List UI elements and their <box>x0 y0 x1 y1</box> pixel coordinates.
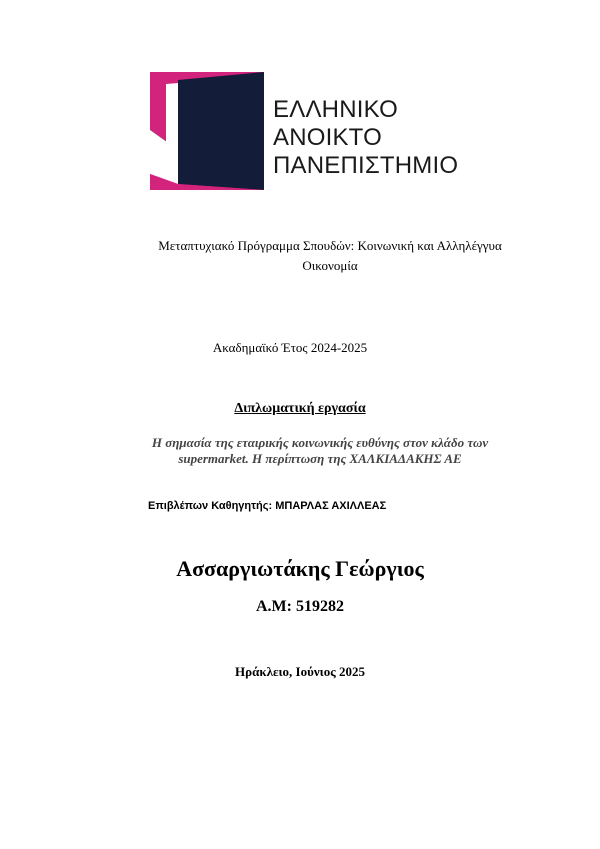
program-line-1: Μεταπτυχιακό Πρόγραμμα Σπουδών: Κοινωνική και Αλληλέγγυα <box>158 238 502 253</box>
thesis-title-line-1: Η σημασία της εταιρικής κοινωνικής ευθύνης στον κλάδο των <box>151 435 489 450</box>
student-id: Α.Μ: 519282 <box>256 598 344 615</box>
program-line-2: Οικονομία <box>302 258 358 273</box>
supervisor <box>148 500 386 512</box>
thesis-title <box>100 435 540 467</box>
program-name <box>60 236 600 276</box>
university-logo <box>148 70 458 192</box>
author-name: Ασσαργιωτάκης Γεώργιος <box>176 556 424 581</box>
university-logo-mark <box>148 70 266 192</box>
place-date: Ηράκλειο, Ιούνιος 2025 <box>235 664 365 679</box>
logo-line-1: ΕΛΛΗΝΙΚΟ <box>273 96 398 123</box>
logo-line-3: ΠΑΝΕΠΙΣΤΗΜΙΟ <box>273 152 458 179</box>
supervisor-name: ΜΠΑΡΛΑΣ ΑΧΙΛΛΕΑΣ <box>275 500 387 512</box>
logo-line-2: ΑΝΟΙΚΤΟ <box>273 124 382 151</box>
thesis-label: Διπλωματική εργασία <box>234 401 366 416</box>
thesis-title-line-2: supermarket. Η περίπτωση της ΧΑΛΚΙΑΔΑΚΗΣ ΑΕ <box>178 451 462 466</box>
university-logo-text <box>273 96 458 186</box>
academic-year: Ακαδημαϊκό Έτος 2024-2025 <box>212 340 368 355</box>
supervisor-label: Επιβλέπων Καθηγητής: <box>148 500 273 512</box>
